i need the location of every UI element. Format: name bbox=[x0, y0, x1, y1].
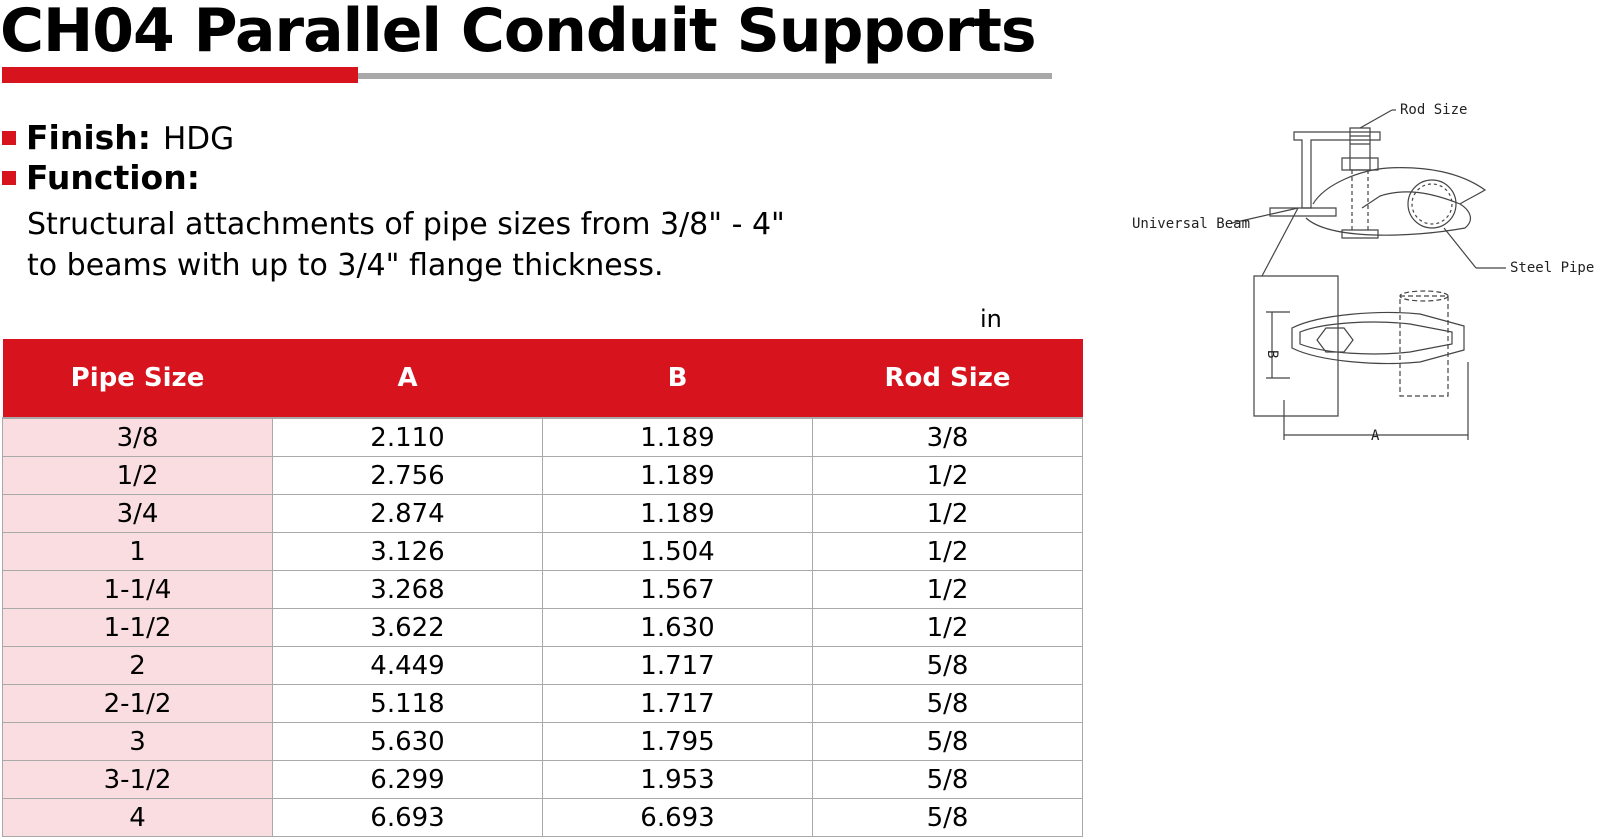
b-cell: 1.717 bbox=[543, 685, 813, 723]
rod-size-cell: 5/8 bbox=[813, 647, 1083, 685]
a-cell: 3.622 bbox=[273, 609, 543, 647]
function-row bbox=[2, 158, 200, 204]
dimension-a-label: A bbox=[1371, 428, 1380, 444]
pipe-size-cell: 4 bbox=[3, 799, 273, 837]
rod-size-cell: 1/2 bbox=[813, 495, 1083, 533]
pipe-size-cell: 1/2 bbox=[3, 457, 273, 495]
dimension-b-label: B bbox=[1264, 350, 1280, 359]
b-cell: 1.953 bbox=[543, 761, 813, 799]
b-cell: 1.189 bbox=[543, 457, 813, 495]
a-cell: 4.449 bbox=[273, 647, 543, 685]
finish-label: Finish: bbox=[26, 118, 151, 157]
b-cell: 1.630 bbox=[543, 609, 813, 647]
pipe-size-cell: 3-1/2 bbox=[3, 761, 273, 799]
rod-size-label: Rod Size bbox=[1400, 102, 1468, 118]
a-cell: 3.268 bbox=[273, 571, 543, 609]
b-cell: 1.189 bbox=[543, 495, 813, 533]
table-row bbox=[3, 495, 1083, 533]
table-row bbox=[3, 609, 1083, 647]
table-header-row bbox=[3, 339, 1083, 418]
function-label: Function: bbox=[26, 158, 200, 197]
page-title: CH04 Parallel Conduit Supports bbox=[0, 0, 1036, 66]
title-underline-gray bbox=[358, 73, 1052, 79]
b-cell: 1.504 bbox=[543, 533, 813, 571]
table-row bbox=[3, 723, 1083, 761]
pipe-size-cell: 1-1/2 bbox=[3, 609, 273, 647]
a-cell: 5.630 bbox=[273, 723, 543, 761]
a-cell: 2.756 bbox=[273, 457, 543, 495]
header-rod-size: Rod Size bbox=[813, 339, 1083, 418]
unit-label: in bbox=[980, 305, 1002, 333]
rod-size-cell: 5/8 bbox=[813, 685, 1083, 723]
b-cell: 6.693 bbox=[543, 799, 813, 837]
dimension-table bbox=[2, 339, 1083, 837]
bullet-square-icon bbox=[2, 131, 16, 145]
title-underline-red bbox=[2, 67, 358, 83]
b-cell: 1.189 bbox=[543, 418, 813, 457]
a-cell: 2.874 bbox=[273, 495, 543, 533]
table-row bbox=[3, 533, 1083, 571]
b-cell: 1.717 bbox=[543, 647, 813, 685]
table-row bbox=[3, 799, 1083, 837]
rod-size-cell: 3/8 bbox=[813, 418, 1083, 457]
rod-size-cell: 5/8 bbox=[813, 723, 1083, 761]
pipe-size-cell: 3 bbox=[3, 723, 273, 761]
a-cell: 2.110 bbox=[273, 418, 543, 457]
a-cell: 6.693 bbox=[273, 799, 543, 837]
pipe-size-cell: 1 bbox=[3, 533, 273, 571]
table-row bbox=[3, 647, 1083, 685]
rod-size-cell: 5/8 bbox=[813, 761, 1083, 799]
pipe-size-cell: 3/4 bbox=[3, 495, 273, 533]
header-pipe-size: Pipe Size bbox=[3, 339, 273, 418]
table-row bbox=[3, 457, 1083, 495]
header-a: A bbox=[273, 339, 543, 418]
rod-size-cell: 1/2 bbox=[813, 457, 1083, 495]
table-row bbox=[3, 571, 1083, 609]
a-cell: 5.118 bbox=[273, 685, 543, 723]
function-description bbox=[27, 204, 785, 286]
steel-pipe-label: Steel Pipe bbox=[1510, 260, 1595, 276]
pipe-size-cell: 1-1/4 bbox=[3, 571, 273, 609]
finish-value: HDG bbox=[163, 121, 235, 157]
b-cell: 1.795 bbox=[543, 723, 813, 761]
pipe-size-cell: 2 bbox=[3, 647, 273, 685]
header-b: B bbox=[543, 339, 813, 418]
rod-size-cell: 5/8 bbox=[813, 799, 1083, 837]
a-cell: 3.126 bbox=[273, 533, 543, 571]
table-row bbox=[3, 761, 1083, 799]
table-row bbox=[3, 685, 1083, 723]
rod-size-cell: 1/2 bbox=[813, 609, 1083, 647]
pipe-size-cell: 3/8 bbox=[3, 418, 273, 457]
rod-size-cell: 1/2 bbox=[813, 533, 1083, 571]
clamp-technical-drawing bbox=[1130, 100, 1618, 460]
function-line: to beams with up to 3/4" flange thickness. bbox=[27, 248, 664, 283]
table-row bbox=[3, 418, 1083, 457]
a-cell: 6.299 bbox=[273, 761, 543, 799]
function-line: Structural attachments of pipe sizes from 3/8" - 4" bbox=[27, 207, 785, 242]
pipe-size-cell: 2-1/2 bbox=[3, 685, 273, 723]
bullet-square-icon bbox=[2, 171, 16, 185]
universal-beam-label: Universal Beam bbox=[1132, 216, 1251, 232]
rod-size-cell: 1/2 bbox=[813, 571, 1083, 609]
b-cell: 1.567 bbox=[543, 571, 813, 609]
